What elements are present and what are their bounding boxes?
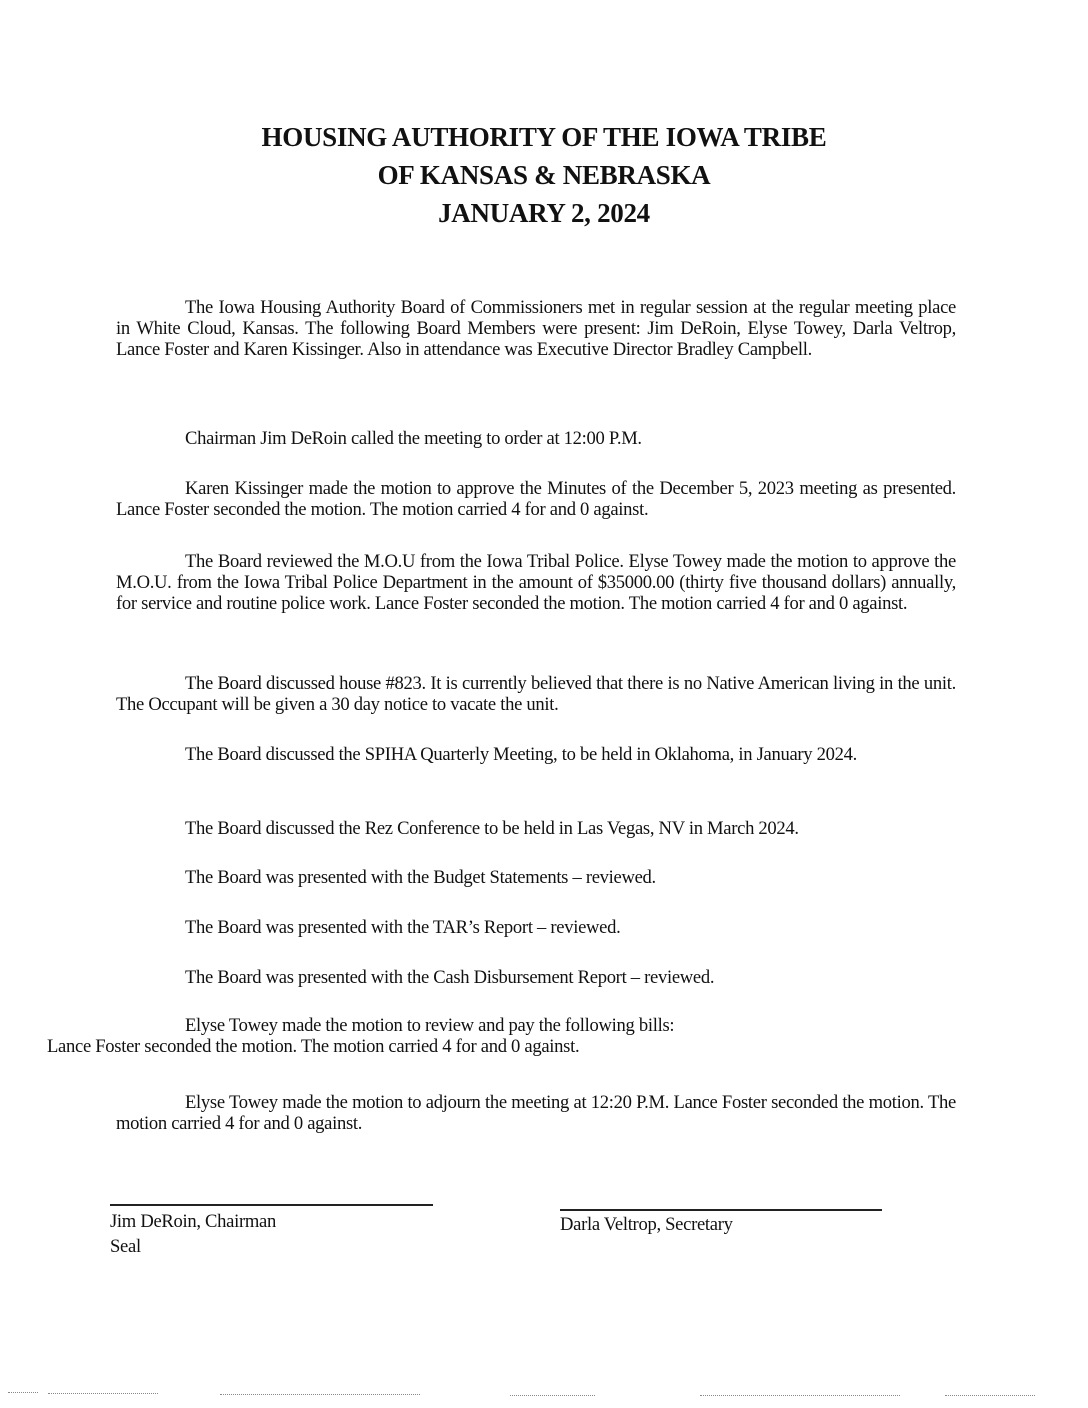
scan-artifact: [48, 1393, 158, 1395]
paragraph-adjourn: Elyse Towey made the motion to adjourn the meeting at 12:20 P.M. Lance Foster seconded the motion. The motion carried 4 for and 0 against.: [116, 1092, 956, 1134]
document-title: [0, 118, 1088, 232]
signature-line-secretary: [560, 1209, 882, 1211]
scan-artifact: [945, 1395, 1035, 1397]
title-line-organization: HOUSING AUTHORITY OF THE IOWA TRIBE: [261, 122, 827, 152]
paragraph-attendance: The Iowa Housing Authority Board of Commissioners met in regular session at the regular meeting place in White Cloud, Kansas. The following Board Members were present: Jim DeRoin, Elyse Towey, Darla Veltrop, Lance Foster and Karen Kissinger. Also in attendance was Executive Director Bradley Campbell.: [116, 297, 956, 360]
signature-line-chairman: [110, 1204, 433, 1206]
paragraph-spiha-meeting: The Board discussed the SPIHA Quarterly Meeting, to be held in Oklahoma, in January 2024.: [185, 744, 857, 765]
paragraph-call-to-order: Chairman Jim DeRoin called the meeting to order at 12:00 P.M.: [185, 428, 642, 449]
paragraph-budget-statements: The Board was presented with the Budget Statements – reviewed.: [185, 867, 656, 888]
paragraph-cash-disbursement: The Board was presented with the Cash Disbursement Report – reviewed.: [185, 967, 715, 988]
paragraph-rez-conference: The Board discussed the Rez Conference to be held in Las Vegas, NV in March 2024.: [185, 818, 799, 839]
paragraph-house-823: The Board discussed house #823. It is currently believed that there is no Native American living in the unit. The Occupant will be given a 30 day notice to vacate the unit.: [116, 673, 956, 715]
paragraph-bills-motion: [47, 1015, 956, 1057]
bills-motion-line1: Elyse Towey made the motion to review and pay the following bills:: [185, 1015, 675, 1036]
scan-artifact: [8, 1392, 38, 1394]
signature-secretary-name: Darla Veltrop, Secretary: [560, 1214, 733, 1235]
scan-artifact: [510, 1395, 595, 1397]
scan-artifact: [700, 1395, 900, 1397]
paragraph-police-mou: The Board reviewed the M.O.U from the Iowa Tribal Police. Elyse Towey made the motion to approve the M.O.U. from the Iowa Tribal Police Department in the amount of $35000.00 (thirty five thousand dollars) annually, for service and routine police work. Lance Foster seconded the motion. The motion carried 4 for and 0 against.: [116, 551, 956, 614]
signature-seal-label: Seal: [110, 1236, 141, 1257]
title-line-date: JANUARY 2, 2024: [438, 198, 650, 228]
paragraph-tars-report: The Board was presented with the TAR’s Report – reviewed.: [185, 917, 621, 938]
title-line-region: OF KANSAS & NEBRASKA: [377, 160, 711, 190]
signature-chairman-name: Jim DeRoin, Chairman: [110, 1211, 276, 1232]
scan-artifact: [220, 1394, 420, 1396]
paragraph-approve-minutes: Karen Kissinger made the motion to approve the Minutes of the December 5, 2023 meeting as presented. Lance Foster seconded the motion. The motion carried 4 for and 0 against.: [116, 478, 956, 520]
bills-motion-line2: Lance Foster seconded the motion. The motion carried 4 for and 0 against.: [47, 1036, 580, 1057]
